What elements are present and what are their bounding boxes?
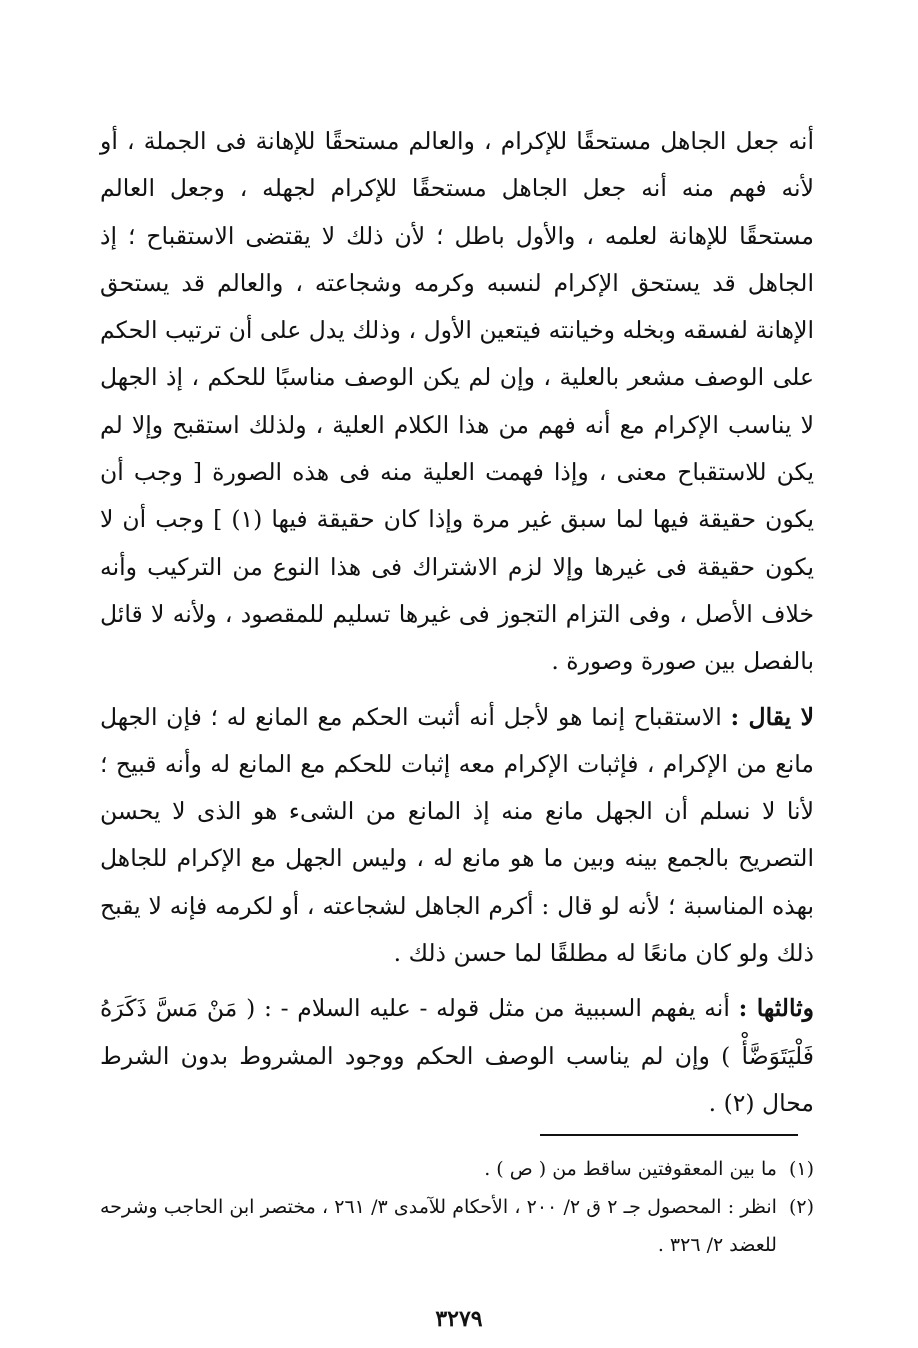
footnotes [100,1150,814,1264]
paragraph-2-text: الاستقباح إنما هو لأجل أنه أثبت الحكم مع المانع له ؛ فإن الجهل مانع من الإكرام ، فإثبات الإكرام معه إثبات للحكم مع المانع له وأنه قبيح ؛ لأنا لا نسلم أن الجهل مانع منه إذ المانع من الشىء هو الذى لا يحسن التصريح بالجمع بينه وبين ما هو مانع له ، وليس الجهل مع الإكرام للجاهل بهذه المناسبة ؛ لأنه لو قال : أكرم الجاهل لشجاعته ، أو لكرمه فإنه لا يقبح ذلك ولو كان مانعًا له مطلقًا لما حسن ذلك . [100,702,814,968]
footnote-separator [540,1134,798,1136]
paragraph-3-lead: وثالثها : [738,994,814,1023]
page-number: ٣٢٧٩ [435,1306,483,1332]
footnote-2 [100,1188,814,1264]
paragraph-3-text: أنه يفهم السببية من مثل قوله - عليه السلام - : ( مَنْ مَسَّ ذَكَرَهُ فَلْيَتَوَضَّأْ ) وإن لم يناسب الوصف الحكم ووجود المشروط بدون الشرط محال (٢) . [100,994,814,1117]
footnote-2-number: (٢) [788,1196,814,1218]
footnote-1-number: (١) [788,1158,814,1180]
paragraph-3 [100,985,814,1127]
footnote-1-text: ما بين المعقوفتين ساقط من ( ص ) . [484,1158,777,1180]
footnote-1 [100,1150,814,1188]
main-text [100,118,814,1127]
paragraph-1 [100,118,814,686]
paragraph-1-text: أنه جعل الجاهل مستحقًا للإكرام ، والعالم مستحقًا للإهانة فى الجملة ، أو لأنه فهم منه أنه جعل الجاهل مستحقًا للإكرام لجهله ، وجعل العالم مستحقًا للإهانة لعلمه ، والأول باطل ؛ لأن ذلك لا يقتضى الاستقباح ؛ إذ الجاهل قد يستحق الإكرام لنسبه وكرمه وشجاعته ، والعالم قد يستحق الإهانة لفسقه وبخله وخيانته فيتعين الأول ، وذلك يدل على أن ترتيب الحكم على الوصف مشعر بالعلية ، وإن لم يكن الوصف مناسبًا للحكم ، إذ الجهل لا يناسب الإكرام مع أنه فهم من هذا الكلام العلية ، ولذلك استقبح وإلا لم يكن للاستقباح معنى ، وإذا فهمت العلية منه فى هذه الصورة [ وجب أن يكون حقيقة فيها لما سبق غير مرة وإذا كان حقيقة فيها (١) ] وجب أن لا يكون حقيقة فى غيرها وإلا لزم الاشتراك فى هذا النوع من التركيب وأنه خلاف الأصل ، وفى التزام التجوز فى غيرها تسليم للمقصود ، ولأنه لا قائل بالفصل بين صورة وصورة . [100,127,814,676]
paragraph-2 [100,694,814,978]
paragraph-2-lead: لا يقال : [730,702,814,731]
footnote-2-text: انظر : المحصول جـ ٢ ق ٢/ ٢٠٠ ، الأحكام للآمدى ٣/ ٢٦١ ، مختصر ابن الحاجب وشرحه للعضد ٢/ ٣٢٦ . [100,1196,777,1256]
